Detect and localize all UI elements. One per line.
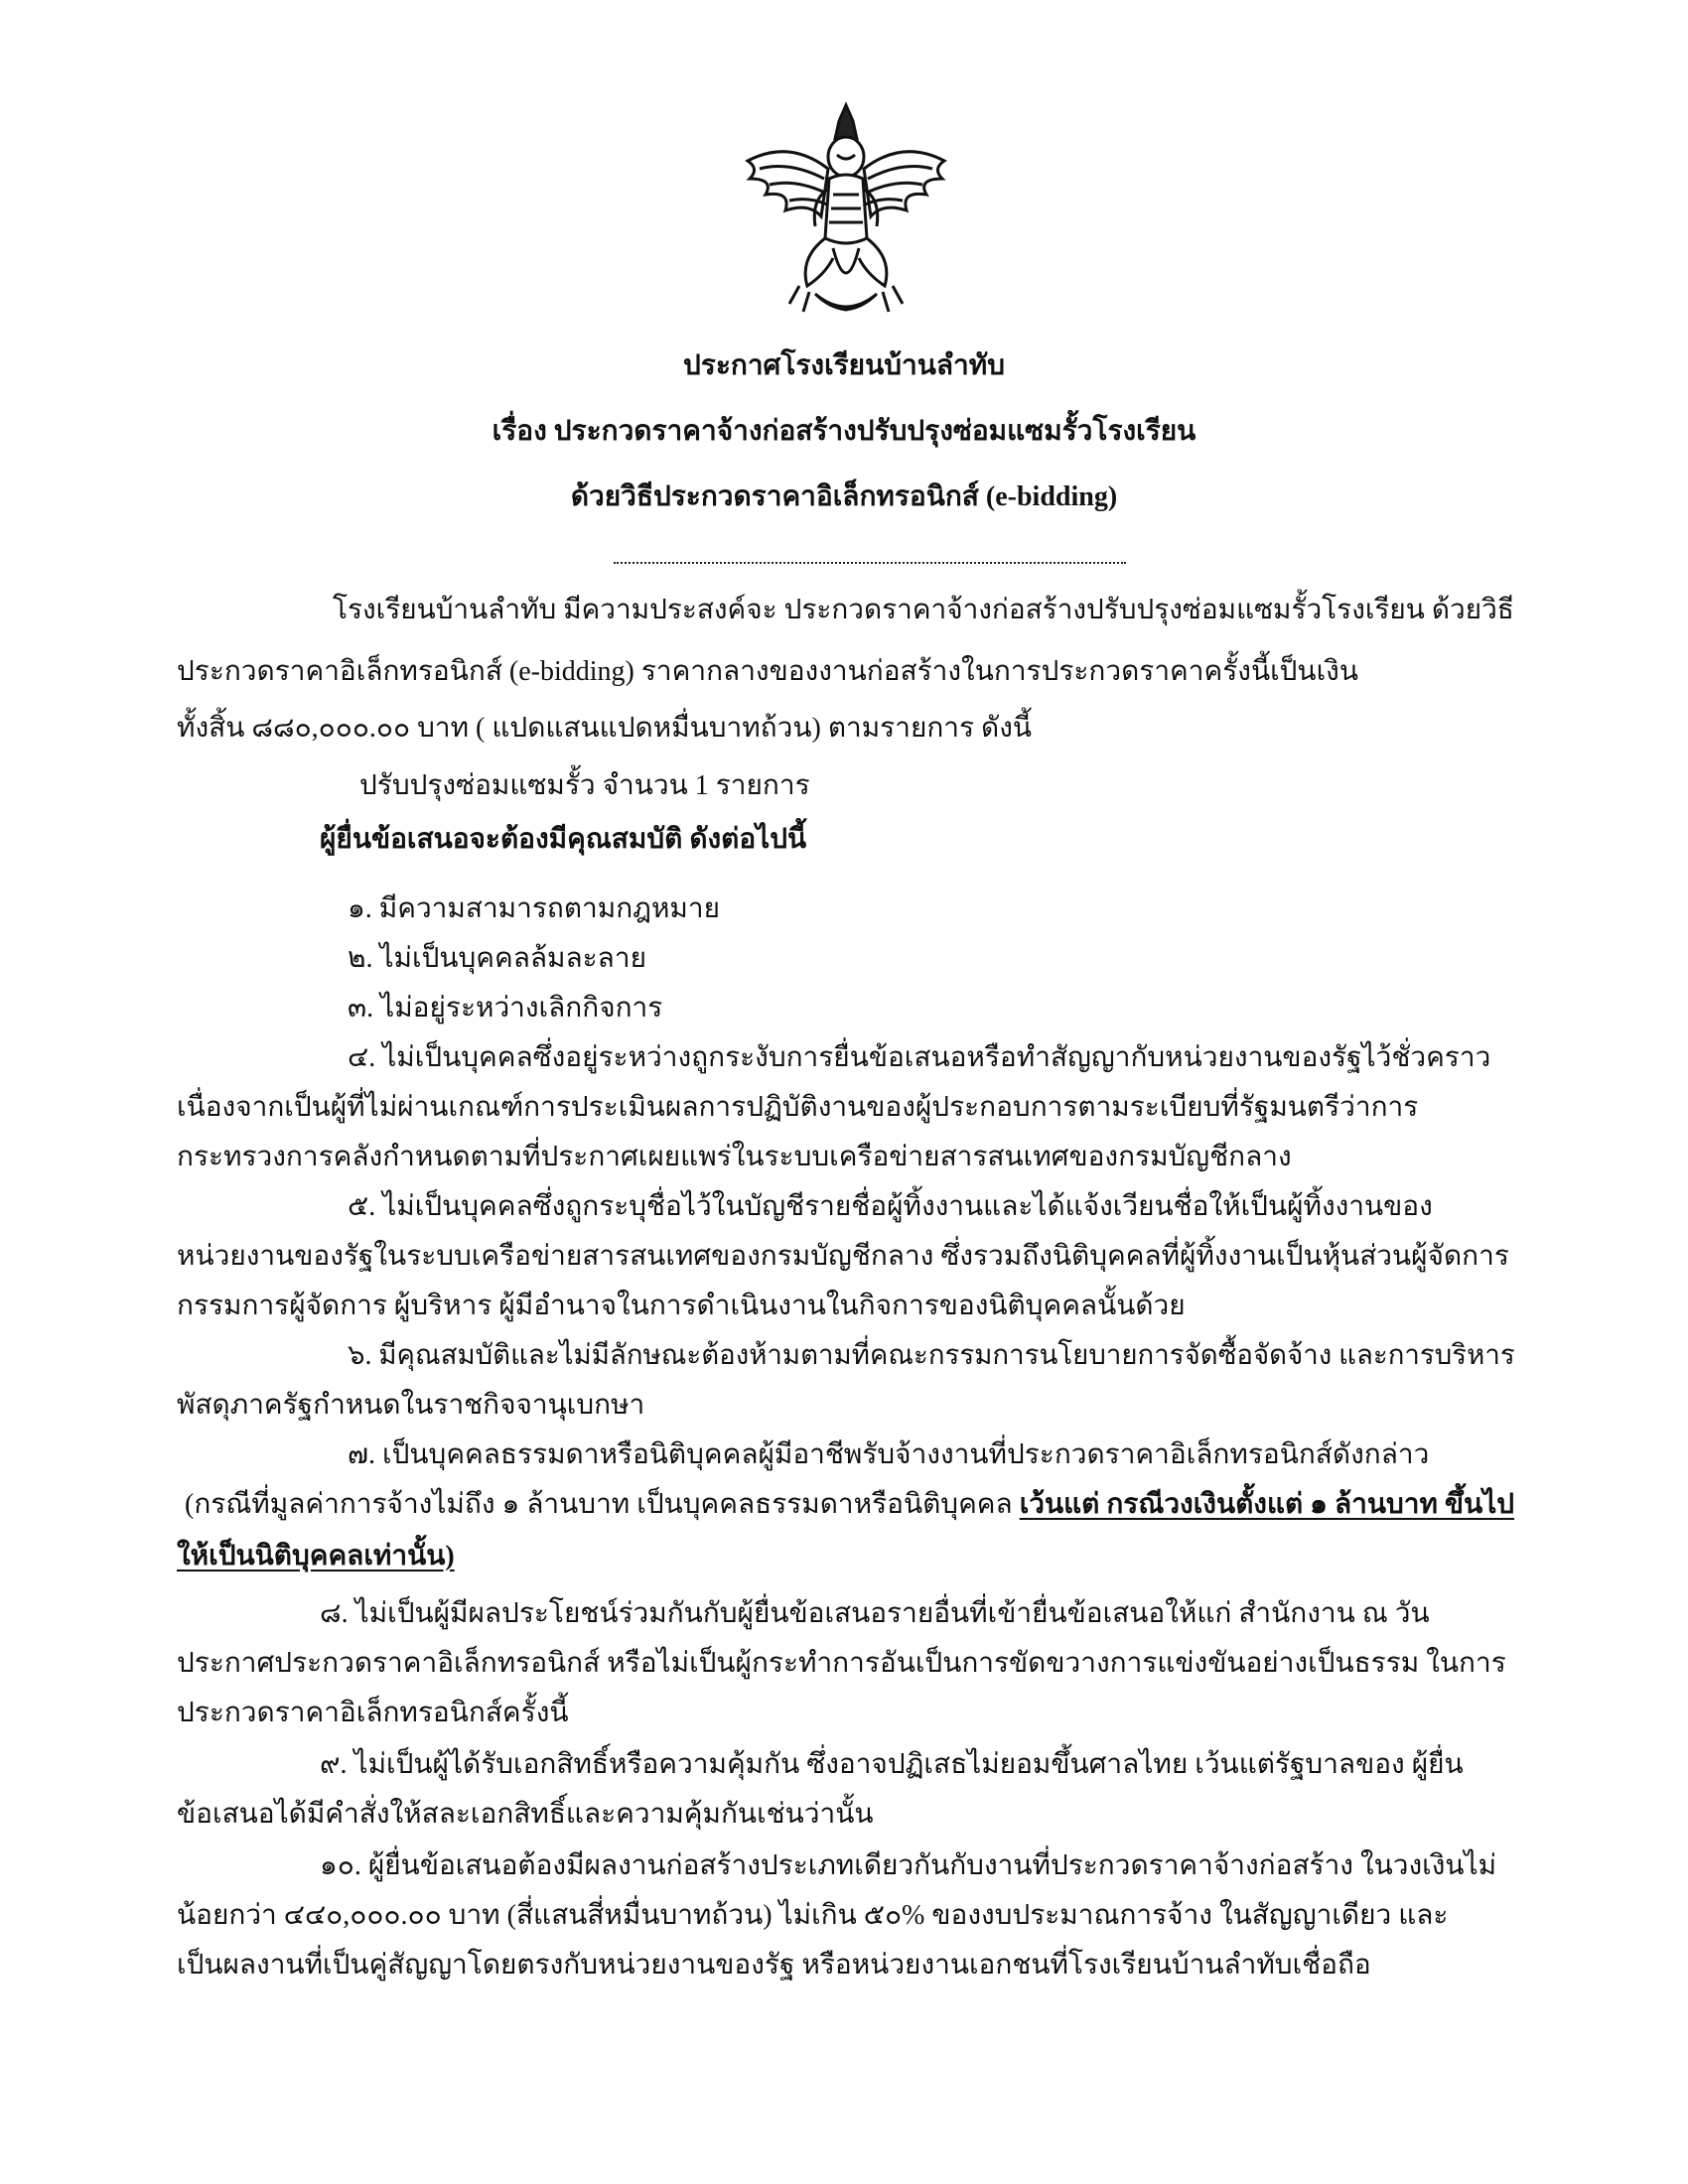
qualification-item-7-underlined-end: ให้เป็นนิติบุคคลเท่านั้น) [177,1541,455,1571]
qualification-item-6-cont: พัสดุภาครัฐกำหนดในราชกิจจานุเบกษา [177,1390,645,1421]
qualification-item-7-cont [185,1487,1514,1523]
qualification-item-3: ๓. ไม่อยู่ระหว่างเลิกกิจการ [348,993,663,1024]
qualification-item-8: ๘. ไม่เป็นผู้มีผลประโยชน์ร่วมกันกับผู้ยื่นข้อเสนอรายอื่นที่เข้ายื่นข้อเสนอให้แก่ สำนักงาน ณ วัน [320,1598,1430,1629]
qualification-item-4: ๔. ไม่เป็นบุคคลซึ่งอยู่ระหว่างถูกระงับการยื่นข้อเสนอหรือทำสัญญากับหน่วยงานของรัฐไว้ชั่วคราว [348,1042,1491,1073]
qualification-item-4-cont: เนื่องจากเป็นผู้ที่ไม่ผ่านเกณฑ์การประเมินผลการปฏิบัติงานของผู้ประกอบการตามระเบียบที่รัฐมนตรีว่าการ [177,1092,1419,1123]
separator-line [614,562,1126,564]
item-7-plain: (กรณีที่มูลค่าการจ้างไม่ถึง ๑ ล้านบาท เป็นบุคคลธรรมดาหรือนิติบุคคล [185,1489,1020,1520]
qualification-item-1: ๑. มีความสามารถตามกฎหมาย [348,893,721,924]
qualification-item-9: ๙. ไม่เป็นผู้ได้รับเอกสิทธิ์หรือความคุ้มกัน ซึ่งอาจปฏิเสธไม่ยอมขึ้นศาลไทย เว้นแต่รัฐบาลของ ผู้ยื่น [320,1749,1464,1780]
intro-line-3: ทั้งสิ้น ๘๘๐,๐๐๐.๐๐ บาท ( แปดแสนแปดหมื่นบาทถ้วน) ตามรายการ ดังนี้ [177,713,1033,744]
qualification-item-2: ๒. ไม่เป็นบุคคลล้มละลาย [348,943,646,974]
qualification-item-7: ๗. เป็นบุคคลธรรมดาหรือนิติบุคคลผู้มีอาชีพรับจ้างงานที่ประกวดราคาอิเล็กทรอนิกส์ดังกล่าว [348,1439,1430,1470]
qualification-item-9-cont: ข้อเสนอได้มีคำสั่งให้สละเอกสิทธิ์และความคุ้มกันเช่นว่านั้น [177,1799,874,1830]
qualification-heading: ผู้ยื่นข้อเสนอจะต้องมีคุณสมบัติ ดังต่อไปนี้ [320,824,807,855]
qualification-item-5-cont: กรรมการผู้จัดการ ผู้บริหาร ผู้มีอำนาจในการดำเนินงานในกิจการของนิติบุคคลนั้นด้วย [177,1291,1186,1321]
qualification-item-5: ๕. ไม่เป็นบุคคลซึ่งถูกระบุชื่อไว้ในบัญชีรายชื่อผู้ทิ้งงานและได้แจ้งเวียนชื่อให้เป็นผู้ทิ้งงานของ [348,1191,1433,1222]
item-line: ปรับปรุงซ่อมแซมรั้ว จำนวน 1 รายการ [359,770,810,801]
qualification-item-8-cont: ประกาศประกวดราคาอิเล็กทรอนิกส์ หรือไม่เป็นผู้กระทำการอันเป็นการขัดขวางการแข่งขันอย่างเป็นธรรม ในการ [177,1648,1506,1679]
qualification-item-10-cont: เป็นผลงานที่เป็นคู่สัญญาโดยตรงกับหน่วยงานของรัฐ หรือหน่วยงานเอกชนที่โรงเรียนบ้านลำทับเชื่อถือ [177,1950,1371,1980]
qualification-item-8-cont: ประกวดราคาอิเล็กทรอนิกส์ครั้งนี้ [177,1698,569,1728]
qualification-item-5-cont: หน่วยงานของรัฐในระบบเครือข่ายสารสนเทศของกรมบัญชีกลาง ซึ่งรวมถึงนิติบุคคลที่ผู้ทิ้งงานเป็นหุ้นส่วนผู้จัดการ [177,1241,1509,1272]
announcement-title: ประกาศโรงเรียนบ้านลำทับ [683,350,1005,381]
announcement-method: ด้วยวิธีประกวดราคาอิเล็กทรอนิกส์ (e-bidding) [570,481,1118,512]
announcement-subject: เรื่อง ประกวดราคาจ้างก่อสร้างปรับปรุงซ่อมแซมรั้วโรงเรียน [492,416,1196,447]
qualification-item-10: ๑๐. ผู้ยื่นข้อเสนอต้องมีผลงานก่อสร้างประเภทเดียวกันกับงานที่ประกวดราคาจ้างก่อสร้าง ในวงเงินไม่ [320,1850,1497,1881]
garuda-emblem-icon [730,99,963,323]
intro-line-1: โรงเรียนบ้านลำทับ มีความประสงค์จะ ประกวดราคาจ้างก่อสร้างปรับปรุงซ่อมแซมรั้วโรงเรียน ด้วยวิธี [333,595,1514,625]
intro-line-2: ประกวดราคาอิเล็กทรอนิกส์ (e-bidding) ราคากลางของงานก่อสร้างในการประกวดราคาครั้งนี้เป็นเงิน [177,656,1358,687]
item-7-underlined: เว้นแต่ กรณีวงเงินตั้งแต่ ๑ ล้านบาท ขึ้นไป [1019,1489,1515,1520]
qualification-item-4-cont: กระทรวงการคลังกำหนดตามที่ประกาศเผยแพร่ในระบบเครือข่ายสารสนเทศของกรมบัญชีกลาง [177,1142,1292,1172]
qualification-item-6: ๖. มีคุณสมบัติและไม่มีลักษณะต้องห้ามตามที่คณะกรรมการนโยบายการจัดซื้อจัดจ้าง และการบริหาร [348,1340,1515,1371]
qualification-item-10-cont: น้อยกว่า ๔๔๐,๐๐๐.๐๐ บาท (สี่แสนสี่หมื่นบาทถ้วน) ไม่เกิน ๕๐% ของงบประมาณการจ้าง ในสัญญาเดียว และ [177,1900,1449,1931]
